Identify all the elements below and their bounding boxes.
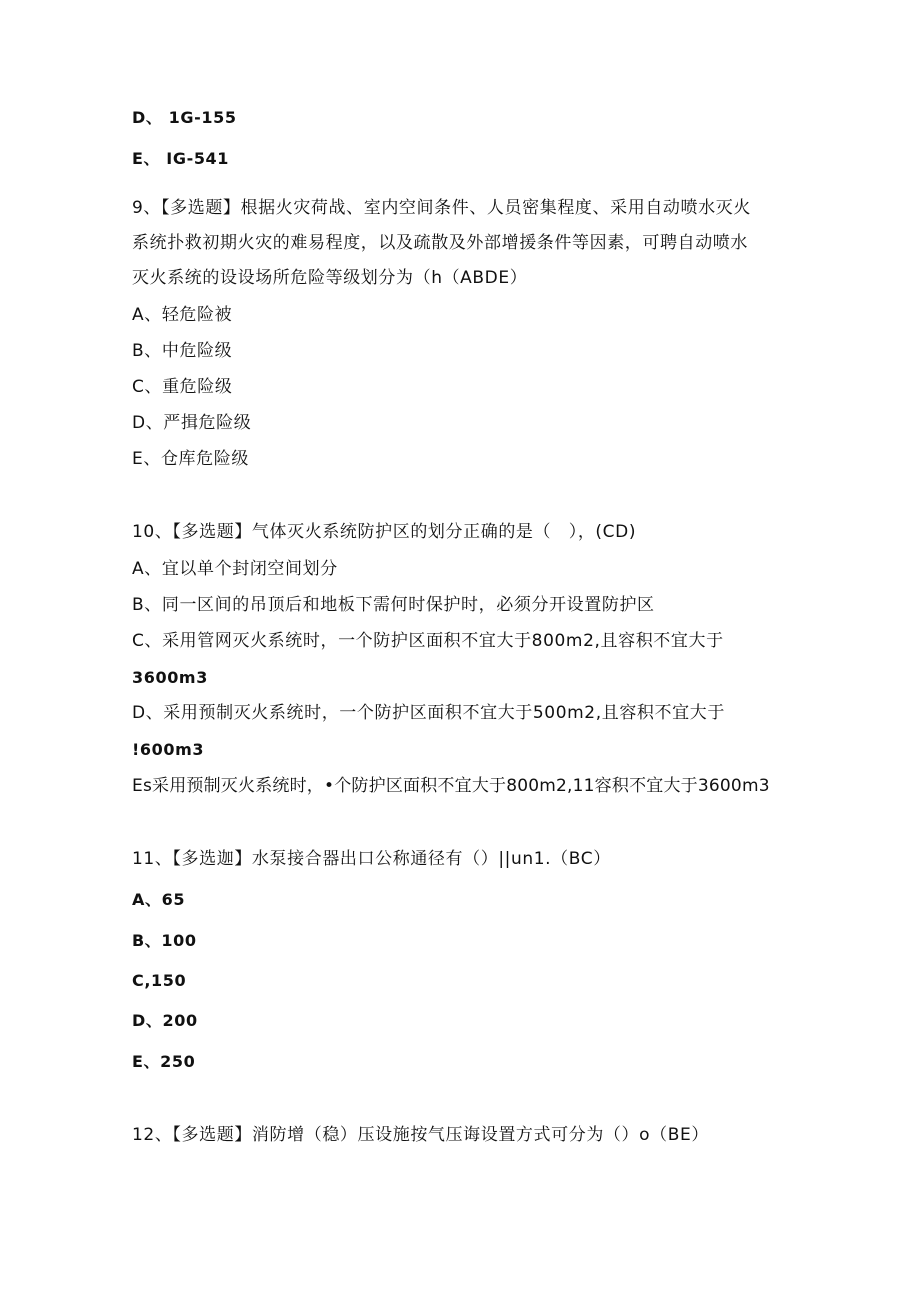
q10-option-e: Es采用预制灭火系统时，•个防护区面积不宜大于800m2,11容积不宜大于3600m3 <box>132 776 770 796</box>
q8-option-e: E、 IG-541 <box>132 149 230 168</box>
q9-option-b: B、中危险级 <box>132 341 233 361</box>
q9-stem-line3: 灭火系统的设设场所危险等级划分为（h（ABDE） <box>132 268 528 288</box>
q10-option-a: A、宜以单个封闭空间划分 <box>132 559 338 579</box>
q10-stem: 10、【多选题】气体灭火系统防护区的划分正确的是（ ），(CD) <box>132 522 637 542</box>
q9-stem-line2: 系统扑救初期火灾的难易程度，以及疏散及外部增援条件等因素，可聘自动喷水 <box>132 233 748 253</box>
q11-stem: 11、【多选迦】水泵接合器出口公称通径有（）||un1.（BC） <box>132 849 611 869</box>
q10-option-b: B、同一区间的吊顶后和地板下需何时保护时，必须分开设置防护区 <box>132 595 655 615</box>
q12-stem: 12、【多选题】消防增（稳）压设施按气压诲设置方式可分为（）o（BE） <box>132 1125 709 1145</box>
q10-option-d-line1: D、采用预制灭火系统时，一个防护区面积不宜大于500m2,且容积不宜大于 <box>132 703 725 723</box>
q10-option-c-line1: C、采用管网灭火系统时，一个防护区面积不宜大于800m2,且容积不宜大于 <box>132 631 724 651</box>
q9-option-e: E、仓库危险级 <box>132 449 249 469</box>
q11-option-b: B、100 <box>132 931 197 950</box>
q10-option-d-line2: !600m3 <box>132 740 205 759</box>
q11-option-a: A、65 <box>132 890 186 909</box>
q9-option-c: C、重危险级 <box>132 377 233 397</box>
q11-option-e: E、250 <box>132 1052 196 1071</box>
q8-option-d: D、 1G-155 <box>132 108 237 127</box>
q9-stem-line1: 9、【多选题】根据火灾荷战、室内空间条件、人员密集程度、采用自动喷水灭火 <box>132 198 751 218</box>
q9-option-a: A、轻危险被 <box>132 305 233 325</box>
q11-option-c: C,150 <box>132 971 187 990</box>
q11-option-d: D、200 <box>132 1011 198 1030</box>
q10-option-c-line2: 3600m3 <box>132 668 208 687</box>
q9-option-d: D、严揖危险级 <box>132 413 252 433</box>
